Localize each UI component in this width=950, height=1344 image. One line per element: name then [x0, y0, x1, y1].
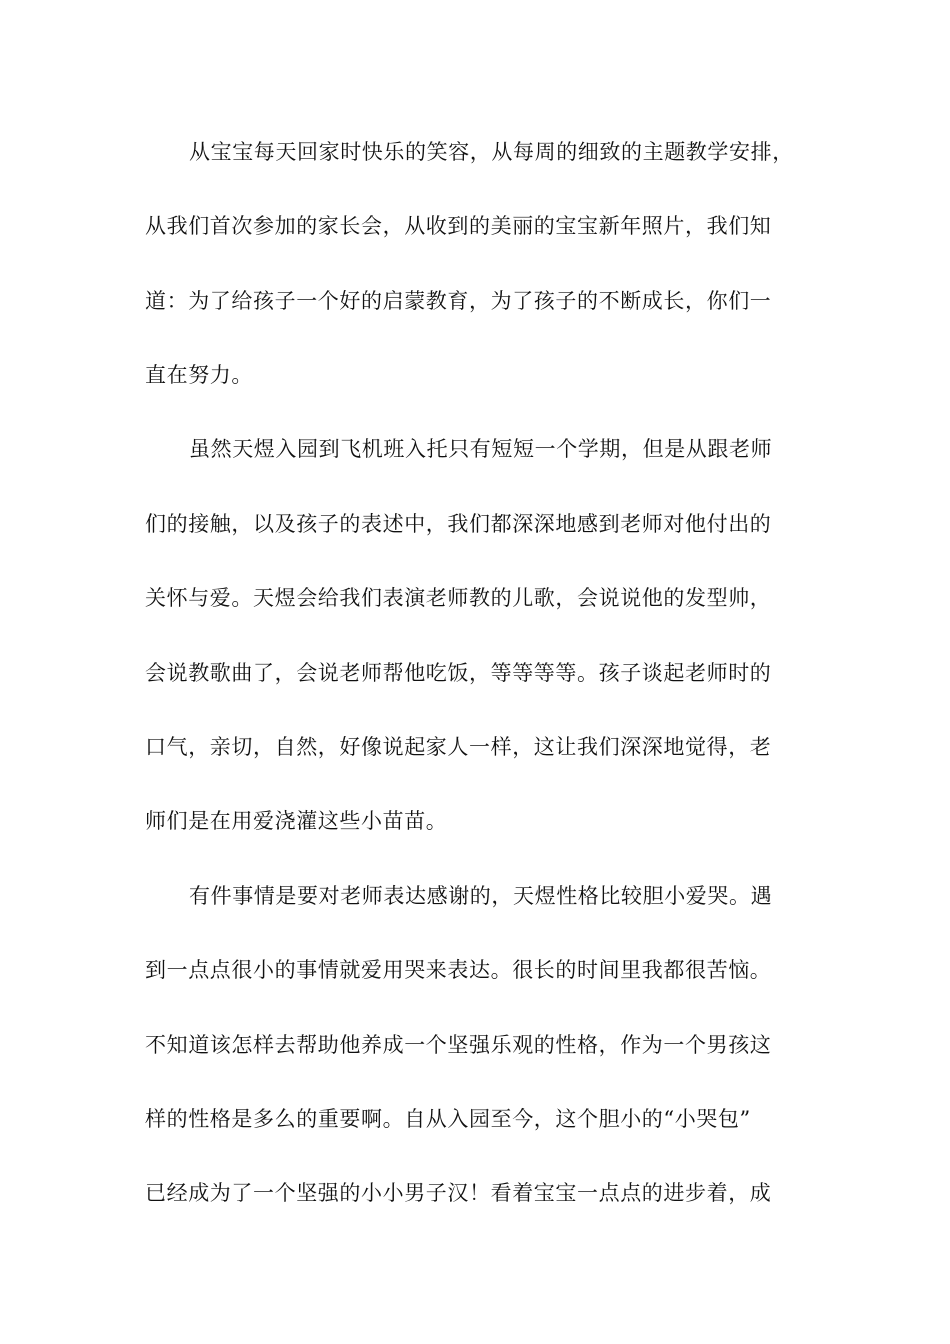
paragraph-2-line-2: 们的接触，以及孩子的表述中，我们都深深地感到老师对他付出的 — [145, 512, 772, 536]
paragraph-1-line-4: 直在努力。 — [145, 363, 253, 387]
paragraph-2-line-1: 虽然天煜入园到飞机班入托只有短短一个学期，但是从跟老师 — [189, 437, 773, 461]
paragraph-1-line-1: 从宝宝每天回家时快乐的笑容，从每周的细致的主题教学安排， — [189, 140, 794, 164]
paragraph-2-line-3: 关怀与爱。天煜会给我们表演老师教的儿歌，会说说他的发型帅， — [145, 586, 772, 610]
paragraph-2-line-5: 口气，亲切，自然，好像说起家人一样，这让我们深深地觉得，老 — [145, 735, 772, 759]
paragraph-1-line-3: 道：为了给孩子一个好的启蒙教育，为了孩子的不断成长，你们一 — [145, 289, 772, 313]
paragraph-3-line-5: 已经成为了一个坚强的小小男子汉！看着宝宝一点点的进步着，成 — [145, 1181, 772, 1205]
paragraph-2-line-6: 师们是在用爱浇灌这些小苗苗。 — [145, 809, 448, 833]
paragraph-3-line-2: 到一点点很小的事情就爱用哭来表达。很长的时间里我都很苦恼。 — [145, 958, 772, 982]
paragraph-2-line-4: 会说教歌曲了，会说老师帮他吃饭，等等等等。孩子谈起老师时的 — [145, 661, 772, 685]
paragraph-3-line-4: 样的性格是多么的重要啊。自从入园至今，这个胆小的“小哭包” — [145, 1107, 751, 1131]
paragraph-3-line-1: 有件事情是要对老师表达感谢的，天煜性格比较胆小爱哭。遇 — [189, 884, 773, 908]
paragraph-3-line-3: 不知道该怎样去帮助他养成一个坚强乐观的性格，作为一个男孩这 — [145, 1033, 772, 1057]
paragraph-1-line-2: 从我们首次参加的家长会，从收到的美丽的宝宝新年照片，我们知 — [145, 214, 772, 238]
